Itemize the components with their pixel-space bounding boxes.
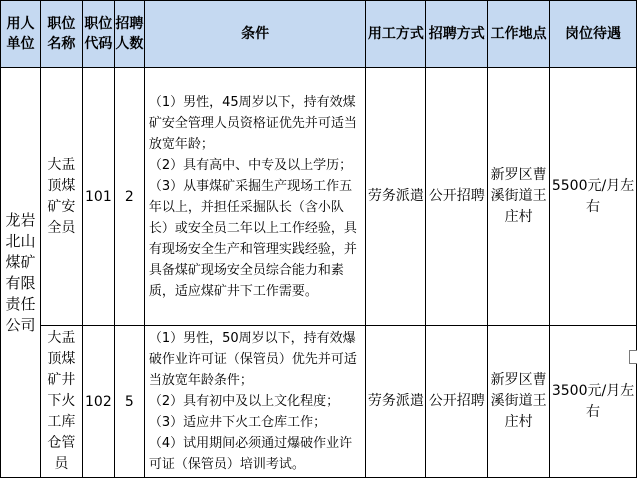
employment-type: 劳务派遣 [366,326,426,478]
condition-item: （3）适应井下火工仓库工作； [148,415,327,430]
condition-item: （3）从事煤矿采掘生产现场工作五年以上，并担任采掘队长（含小队长）或安全员二年以上工作经验，具有现场安全生产和管理实践经验，并具备煤矿现场安全员综合能力和素质，适应煤矿井下工作需要。 [148,178,357,299]
salary: 5500元/月左右 [550,68,637,326]
recruit-method: 公开招聘 [426,326,488,478]
header-position-code: 职位代码 [82,1,114,68]
header-salary: 岗位待遇 [550,1,637,68]
header-conditions: 条件 [144,1,366,68]
unit-name: 龙岩北山煤矿有限责任公司 [1,68,41,478]
header-row [1,1,637,68]
employment-type: 劳务派遣 [366,68,426,326]
header-recruit-count: 招聘人数 [114,1,144,68]
salary: 3500元/月左右 [550,326,637,478]
position-code: 101 [82,68,114,326]
header-recruit-method: 招聘方式 [426,1,488,68]
header-employment-type: 用工方式 [366,1,426,68]
recruit-count: 5 [114,326,144,478]
condition-item: （1）男性，50周岁以下，持有效爆破作业许可证（保管员）优先并可适当放宽年龄条件； [148,331,357,388]
conditions-cell [144,326,366,478]
header-unit: 用人单位 [1,1,41,68]
position-name: 大盂顶煤矿安全员 [40,68,82,326]
recruit-method: 公开招聘 [426,68,488,326]
conditions-cell [144,68,366,326]
position-code: 102 [82,326,114,478]
work-location: 新罗区曹溪街道王庄村 [488,68,550,326]
table-row [1,68,637,326]
header-position-name: 职位名称 [40,1,82,68]
table-row [1,326,637,478]
condition-item: （2）具有高中、中专及以上学历； [148,157,353,173]
condition-item: （1）男性，45周岁以下，持有效煤矿安全管理人员资格证优先并可适当放宽年龄； [148,94,357,152]
work-location: 新罗区曹溪街道王庄村 [488,326,550,478]
header-location: 工作地点 [488,1,550,68]
condition-item: （2）具有初中及以上文化程度； [148,394,340,409]
position-name: 大盂顶煤矿井下火工库仓管员 [40,326,82,478]
paste-options-icon[interactable] [629,350,637,364]
recruit-count: 2 [114,68,144,326]
condition-item: （4）试用期间必须通过爆破作业许可证（保管员）培训考试。 [148,436,353,472]
